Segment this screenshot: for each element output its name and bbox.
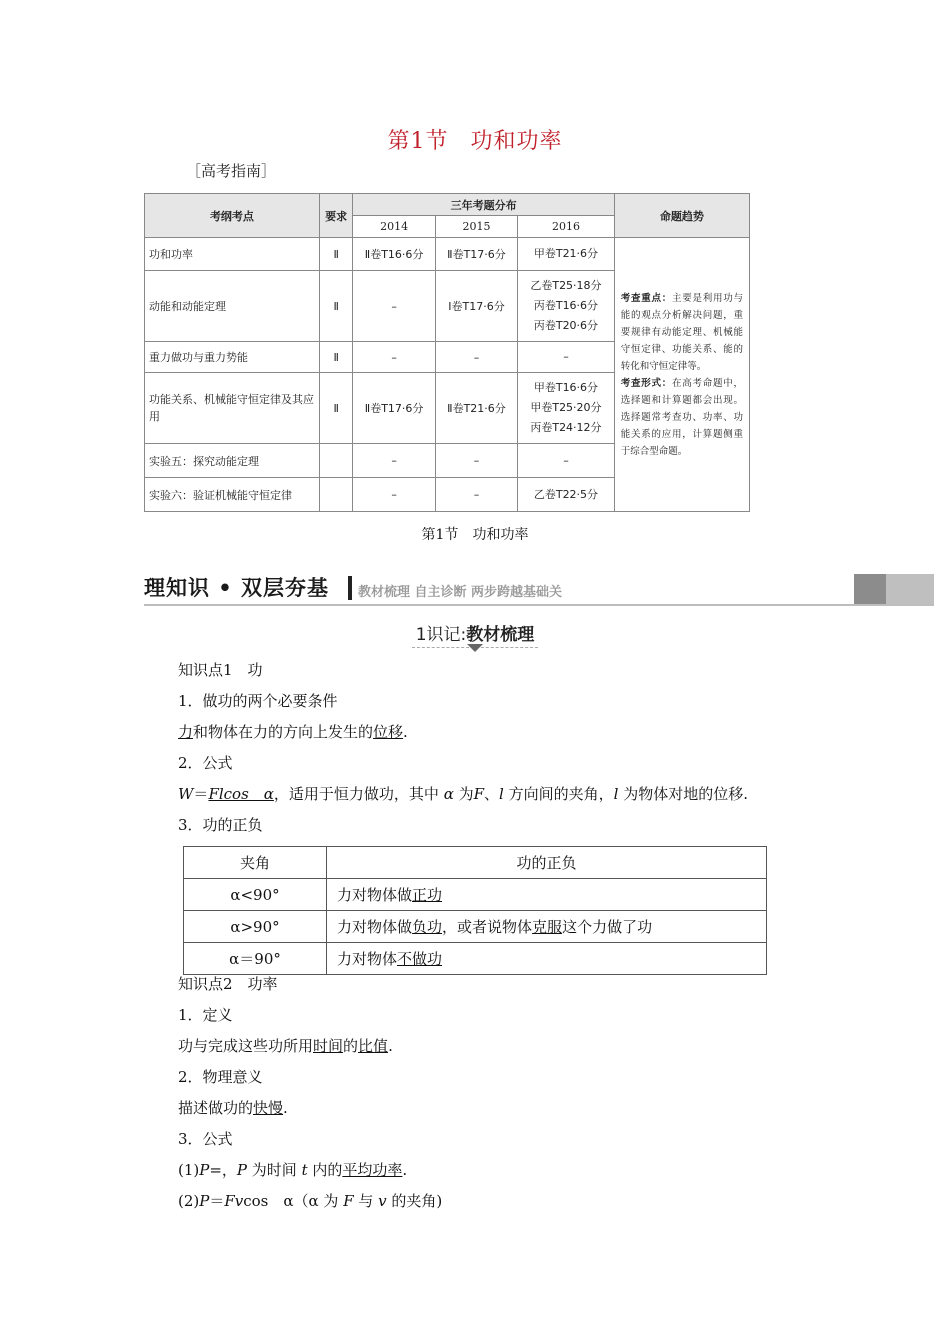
text-segment: 为物体对地的位移.: [618, 785, 748, 803]
cell-2015: Ⅱ卷T17·6分: [435, 238, 517, 271]
cell-2014: –: [353, 444, 435, 478]
exam-entry: 乙卷T25·18分: [530, 279, 602, 292]
blank-answer: 位移: [373, 723, 404, 741]
blank-answer: 克服: [532, 918, 563, 936]
text-segment: 功与完成这些功所用: [178, 1037, 314, 1055]
text-segment: 和物体在力的方向上发生的: [193, 723, 374, 741]
text-segment: 方向间的夹角，: [503, 785, 614, 803]
text-segment: ＝: [209, 1192, 225, 1210]
work-sign-table: [183, 846, 767, 975]
cell-angle: α>90°: [184, 911, 327, 943]
knowledge-point-2: 知识点2 功率: [178, 975, 278, 993]
exam-entry: 丙卷T20·6分: [533, 319, 599, 332]
cell-req: Ⅱ: [319, 373, 353, 444]
exam-entry: 甲卷T21·6分: [533, 247, 599, 260]
section-title: 教材梳理: [466, 625, 535, 645]
instant-power-formula: [178, 1191, 442, 1211]
symbol: v: [378, 1192, 387, 1210]
cell-2015: Ⅰ卷T17·6分: [435, 271, 517, 342]
text-segment: 为时间: [247, 1161, 302, 1179]
definition-text: [178, 1036, 393, 1056]
cell-point: 动能和动能定理: [145, 271, 320, 342]
text-segment: 与: [353, 1192, 379, 1210]
cell-2015: –: [435, 478, 517, 512]
blank-answer: 正功: [412, 886, 443, 904]
header-angle: 夹角: [184, 847, 327, 879]
cell-point: 实验六：验证机械能守恒定律: [145, 478, 320, 512]
title-section-number: 第1节: [387, 129, 449, 154]
text-segment: ，或者说物体: [442, 918, 533, 936]
text-segment: .: [283, 1099, 288, 1117]
cell-2014: –: [353, 271, 435, 342]
cell-2016: [518, 271, 615, 342]
header-trend: 命题趋势: [614, 194, 749, 238]
text-segment: (2): [178, 1192, 200, 1210]
exam-entry: 乙卷T22·5分: [533, 487, 599, 501]
symbol: l: [613, 785, 619, 803]
header-distribution: 三年考题分布: [353, 194, 614, 216]
symbol: t: [301, 1161, 308, 1179]
section-number: 1识记:: [415, 625, 467, 645]
cell-point: 功能关系、机械能守恒定律及其应用: [145, 373, 320, 444]
cell-2016: [518, 444, 615, 478]
text-segment: cos α（α 为: [243, 1192, 344, 1210]
symbol: α: [443, 785, 454, 803]
text-segment: 力对物体: [337, 950, 398, 968]
text-segment: 的: [343, 1037, 359, 1055]
blank-answer: 比值: [358, 1037, 389, 1055]
cell-2014: Ⅱ卷T16·6分: [353, 238, 435, 271]
cell-req: Ⅱ: [319, 238, 353, 271]
cell-sign: [327, 879, 767, 911]
header-point: 考纲考点: [145, 194, 320, 238]
blank-answer: Flcos α: [208, 785, 274, 803]
blank-answer: 时间: [313, 1037, 344, 1055]
table-row: [184, 943, 767, 975]
trend-focus-text: 主要是利用功与能的观点分析解决问题，重要规律有动能定理、机械能守恒定律、功能关系、能的转化和守恒定律等。: [620, 292, 743, 372]
cell-req: Ⅱ: [319, 271, 353, 342]
text-segment: 、: [484, 785, 500, 803]
banner-decoration-light: [886, 574, 934, 604]
banner-title: 理知识 • 双层夯基: [144, 576, 330, 600]
condition-heading: 1．做功的两个必要条件: [178, 692, 338, 710]
cell-2014: Ⅱ卷T17·6分: [353, 373, 435, 444]
symbol: P: [236, 1161, 248, 1179]
cell-sign: [327, 911, 767, 943]
symbol: F: [473, 785, 485, 803]
cell-2014: –: [353, 342, 435, 373]
trend-form-text: 在高考命题中，选择题和计算题都会出现。选择题常考查功、功率、功能关系的应用，计算题侧重于综合型命题。: [620, 377, 743, 457]
work-formula: [178, 784, 748, 804]
symbol: P: [199, 1192, 210, 1210]
banner-decoration-dark: [854, 574, 886, 604]
table-row: [184, 879, 767, 911]
blank-answer: 快慢: [253, 1099, 284, 1117]
symbol: W: [178, 785, 194, 803]
text-segment: .: [388, 1037, 393, 1055]
blank-answer: 平均功率: [342, 1161, 403, 1179]
symbol: l: [499, 785, 504, 803]
cell-2016: [518, 373, 615, 444]
guide-label: ［高考指南］: [186, 162, 277, 180]
cell-angle: α<90°: [184, 879, 327, 911]
symbol: P: [199, 1161, 210, 1179]
cell-point: 实验五：探究动能定理: [145, 444, 320, 478]
text-segment: 描述做功的: [178, 1099, 254, 1117]
text-segment: 为: [453, 785, 474, 803]
header-requirement: 要求: [319, 194, 353, 238]
cell-angle: α＝90°: [184, 943, 327, 975]
cell-sign: [327, 943, 767, 975]
text-segment: =，: [209, 1161, 237, 1179]
down-arrow-icon: [467, 644, 483, 652]
header-year-2016: 2016: [518, 216, 615, 238]
blank-answer: 不做功: [397, 950, 443, 968]
symbol: F: [343, 1192, 354, 1210]
cell-2015: –: [435, 342, 517, 373]
exam-entry: 丙卷T16·6分: [533, 299, 599, 312]
meaning-text: [178, 1098, 288, 1118]
banner-underline: [144, 604, 934, 606]
trend-focus-label: 考查重点：: [620, 292, 672, 304]
text-segment: 这个力做了功: [562, 918, 653, 936]
cell-req: [319, 478, 353, 512]
meaning-heading: 2．物理意义: [178, 1068, 263, 1086]
text-segment: ＝: [193, 785, 209, 803]
cell-req: Ⅱ: [319, 342, 353, 373]
banner-divider: [348, 576, 352, 600]
trend-form-label: 考查形式：: [620, 377, 672, 389]
text-segment: 力对物体做: [337, 886, 413, 904]
text-segment: 力对物体做: [337, 918, 413, 936]
symbol: Fv: [224, 1192, 244, 1210]
exam-entry: 丙卷T24·12分: [530, 421, 602, 434]
trend-cell: [614, 238, 749, 512]
blank-answer: 负功: [412, 918, 443, 936]
header-sign: 功的正负: [327, 847, 767, 879]
table-row: [145, 238, 750, 271]
text-segment: (1): [178, 1161, 200, 1179]
exam-guide-table: [144, 193, 750, 512]
text-segment: .: [403, 723, 408, 741]
sign-heading: 3．功的正负: [178, 816, 263, 834]
definition-heading: 1．定义: [178, 1006, 233, 1024]
cell-2015: –: [435, 444, 517, 478]
power-formula-heading: 3．公式: [178, 1130, 233, 1148]
header-year-2015: 2015: [435, 216, 517, 238]
text-segment: ，适用于恒力做功，其中: [273, 785, 444, 803]
formula-heading: 2．公式: [178, 754, 233, 772]
average-power-formula: [178, 1160, 407, 1180]
exam-entry: 甲卷T16·6分: [533, 381, 599, 394]
cell-2016: [518, 342, 615, 373]
header-year-2014: 2014: [353, 216, 435, 238]
page-title: [0, 124, 950, 155]
cell-2016: [518, 238, 615, 271]
exam-entry: –: [563, 453, 569, 467]
banner-subtitle: 教材梳理 自主诊断 两步跨越基础关: [358, 585, 563, 600]
table-header-row: [184, 847, 767, 879]
exam-entry: 甲卷T25·20分: [530, 401, 602, 414]
section-banner: [144, 572, 934, 606]
title-text: 功和功率: [470, 129, 563, 154]
cell-2016: [518, 478, 615, 512]
knowledge-point-1: 知识点1 功: [178, 661, 263, 679]
cell-point: 功和功率: [145, 238, 320, 271]
text-segment: .: [402, 1161, 408, 1179]
cell-req: [319, 444, 353, 478]
text-segment: 内的: [307, 1161, 343, 1179]
condition-text: [178, 722, 408, 742]
table-row: [184, 911, 767, 943]
cell-2014: –: [353, 478, 435, 512]
exam-entry: –: [563, 350, 569, 363]
section-subtitle: 第1节 功和功率: [421, 527, 529, 543]
blank-answer: 力: [178, 723, 194, 741]
cell-point: 重力做功与重力势能: [145, 342, 320, 373]
text-segment: 的夹角): [386, 1192, 443, 1210]
cell-2015: Ⅱ卷T21·6分: [435, 373, 517, 444]
